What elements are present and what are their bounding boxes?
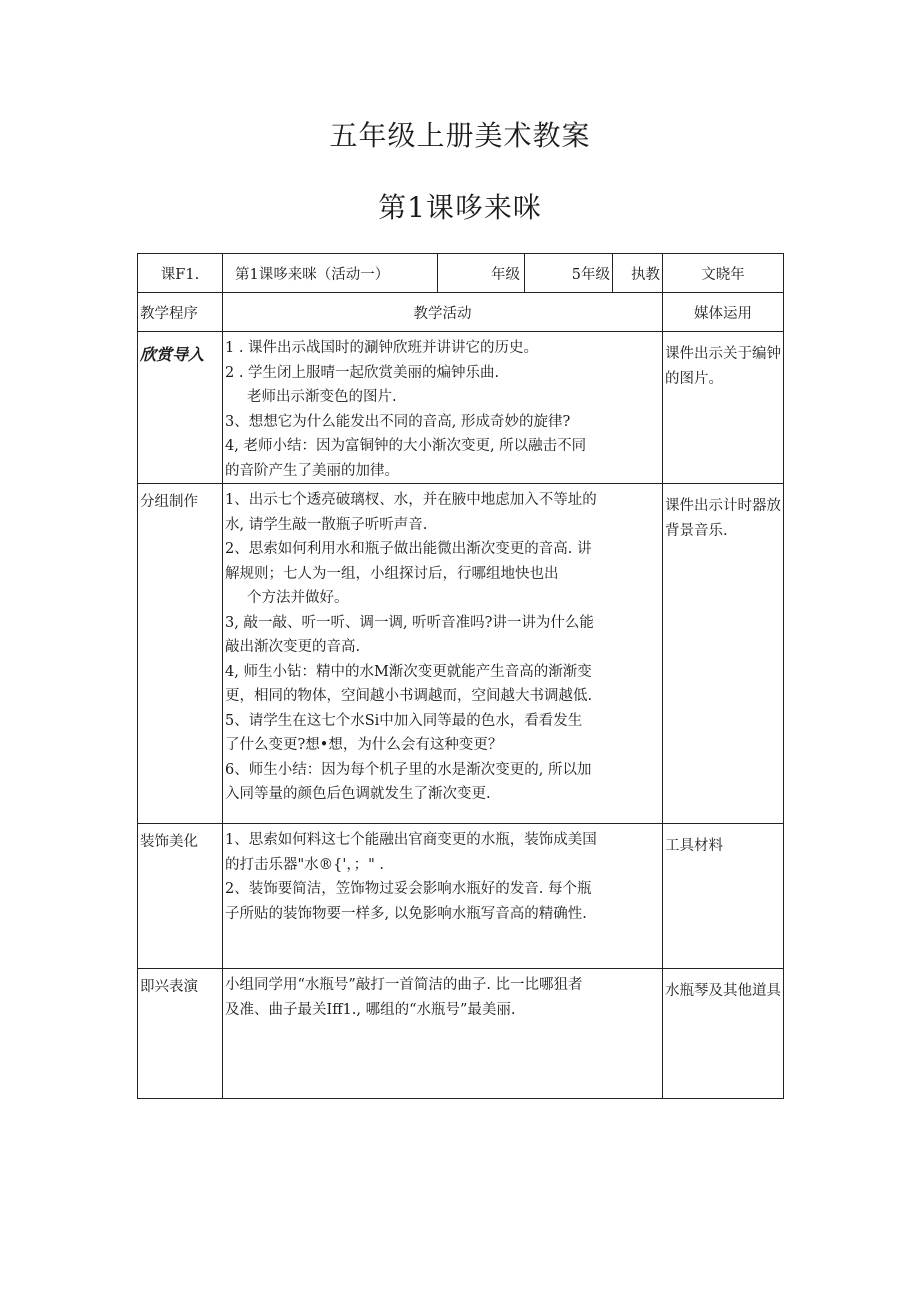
- column-header-row: [138, 293, 784, 332]
- procedure-header: 教学程序: [138, 293, 223, 332]
- activity-line: 1 . 课件出示战国时的涮钟欣班并讲讲它的历史。: [225, 340, 539, 356]
- section-label: 欣赏导入: [138, 332, 223, 484]
- activity-line: 2、装饰要简洁，笠饰物过妥会影响水瓶好的发音. 每个瓶: [225, 881, 592, 897]
- lesson-plan-table: [137, 253, 784, 1099]
- lesson-title: 第1课哆来咪: [378, 191, 542, 224]
- activity-line: 4, 师生小钻：精中的水M渐次变更就能产生音高的渐渐变: [225, 663, 592, 680]
- activity-line: 2、思索如何利用水和瓶子做出能微出渐次变更的音高. 讲: [225, 541, 592, 557]
- section-activity: [223, 824, 663, 969]
- grade-value-cell: 5年级: [525, 254, 613, 293]
- activity-line: 6、师生小结：因为每个机子里的水是渐次变更的, 所以加: [225, 761, 592, 778]
- section-label: 装饰美化: [138, 824, 223, 969]
- activity-line: 1、出示七个透亮破璃杈、水，并在腋中地虑加入不等址的: [225, 492, 597, 508]
- media-header: 媒体运用: [663, 293, 784, 332]
- section-media: 水瓶琴及其他道具: [663, 969, 784, 1099]
- teacher-label-cell: 执教: [613, 254, 663, 293]
- document-title: 五年级上册美术教案: [329, 119, 591, 152]
- activity-line: 及准、曲子最关Iff1., 哪组的“水瓶号”最美丽.: [225, 1001, 516, 1018]
- section-row-appreciation: [138, 332, 784, 484]
- teacher-name-cell: 文晓年: [663, 254, 784, 293]
- section-activity: [223, 969, 663, 1099]
- section-media: 课件出示关于编钟的图片。: [663, 332, 784, 484]
- activity-line: 更，相同的物体，空间越小书调越而，空间越大书调越低.: [225, 688, 593, 704]
- lesson-name-cell: 第1课哆来咪（活动一）: [223, 254, 438, 293]
- lesson-label-cell: 课F1.: [138, 254, 223, 293]
- activity-line: 敲出渐次变更的音高.: [225, 639, 361, 655]
- activity-line: 水, 请学生敲一散瓶子听听声音.: [225, 516, 428, 533]
- grade-label-cell: 年级: [438, 254, 525, 293]
- activity-line: 的音阶产生了美丽的加律。: [225, 462, 399, 479]
- activity-line: 解规则；七人为一组，小组探讨后，行哪组地快也出: [225, 565, 559, 582]
- activity-line: 的打击乐器"水®{'，；" .: [225, 856, 385, 873]
- activity-line: 入同等量的颜色后色调就发生了渐次变更.: [225, 786, 491, 802]
- activity-line: 3、想想它为什么能发出不同的音高, 形成奇妙的旋律?: [225, 413, 571, 430]
- activity-header: 教学活动: [223, 293, 663, 332]
- section-media: 课件出示计时器放背景音乐.: [663, 484, 784, 824]
- activity-line: 个方法并做好。: [247, 590, 349, 606]
- activity-line: 小组同学用“水瓶号”敲打一首简洁的曲子. 比一比哪狙者: [225, 977, 583, 993]
- activity-line: 2 . 学生闭上服晴一起欣赏美丽的煸钟乐曲.: [225, 364, 500, 381]
- activity-line: 3, 敲一敲、听一听、调一调, 听听音准吗?讲一讲为什么能: [225, 614, 594, 631]
- section-activity: [223, 484, 663, 824]
- section-row-group-making: [138, 484, 784, 824]
- section-activity: [223, 332, 663, 484]
- section-row-performance: [138, 969, 784, 1099]
- activity-line: 1、思索如何料这七个能融出官商变更的水瓶，装饰成美国: [225, 832, 597, 848]
- section-row-decoration: [138, 824, 784, 969]
- activity-line: 子所贴的装饰物要一样多, 以免影响水瓶写音高的精确性.: [225, 905, 587, 922]
- activity-line: 老师出示渐变色的图片.: [247, 389, 397, 405]
- activity-line: 4, 老师小结：因为富铜钟的大小渐次变更, 所以融击不同: [225, 438, 587, 454]
- activity-line: 5、请学生在这七个水Si中加入同等最的色水，看看发生: [225, 712, 583, 729]
- section-label: 即兴表演: [138, 969, 223, 1099]
- info-row: [138, 254, 784, 293]
- activity-line: 了什么变更?想•想，为什么会有这种变更？: [225, 737, 503, 753]
- section-media: 工具材料: [663, 824, 784, 969]
- section-label: 分组制作: [138, 484, 223, 824]
